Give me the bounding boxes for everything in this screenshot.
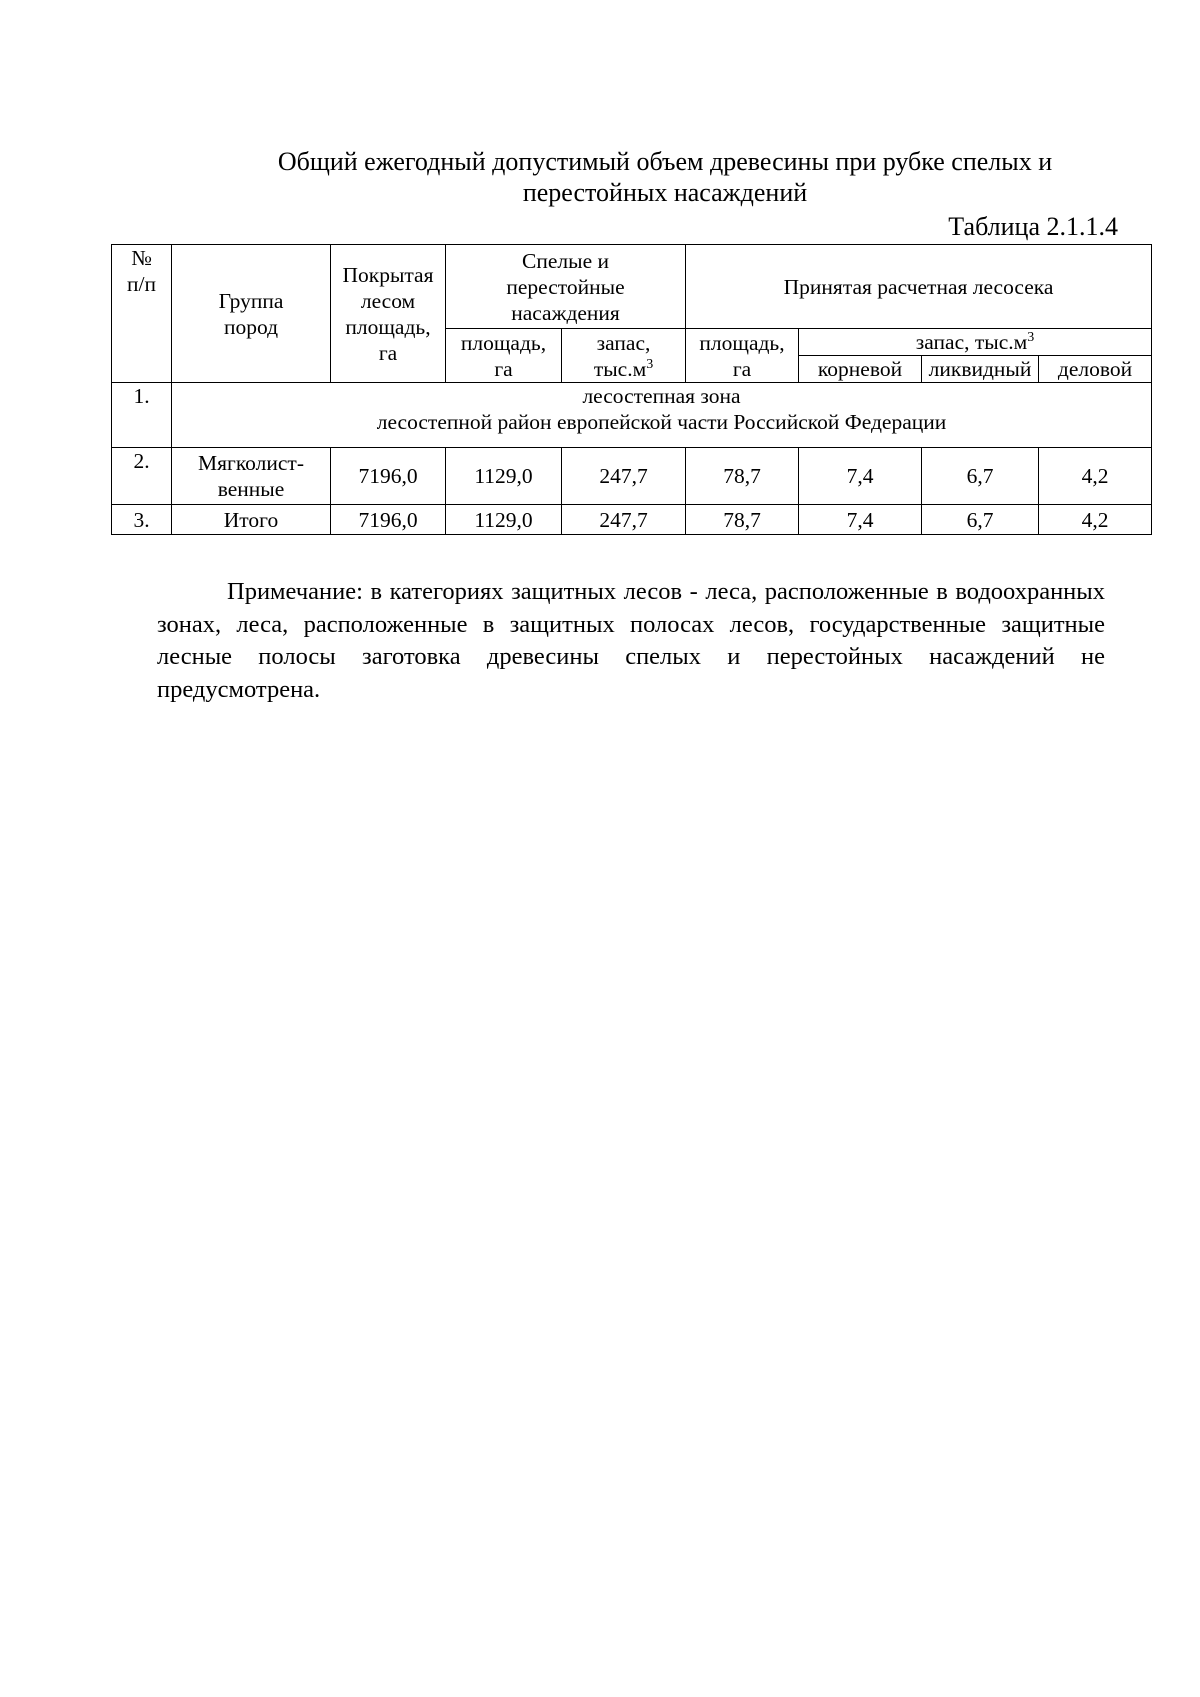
document-title [210, 146, 1120, 208]
title-line-1: Общий ежегодный допустимый объем древесины при рубке спелых и [277, 147, 1053, 176]
table-row-total [112, 505, 1152, 535]
header-mature-area: площадь, га [446, 329, 562, 383]
root-value: 7,4 [799, 448, 922, 505]
root-value: 7,4 [799, 505, 922, 535]
title-line-2: перестойных насаждений [522, 178, 808, 207]
note-paragraph [157, 576, 1105, 706]
header-accepted-stock: запас, $тыс.м^3$ [799, 329, 1152, 356]
zone-description: лесостепная зона лесостепной район европейской части Российской Федерации [172, 383, 1152, 448]
accepted-area-value: 78,7 [686, 505, 799, 535]
header-mature-stands: Спелые и перестойные насаждения [446, 245, 686, 329]
species-group: Итого [172, 505, 331, 535]
mature-stock-value: 247,7 [562, 448, 686, 505]
header-root: корневой [799, 356, 922, 383]
header-covered-area: Покрытая лесом площадь, га [331, 245, 446, 383]
header-business: деловой [1039, 356, 1152, 383]
species-group: Мягколист- венные [172, 448, 331, 505]
header-accepted-area: площадь, га [686, 329, 799, 383]
header-liquid: ликвидный [922, 356, 1039, 383]
row-number: 3. [112, 505, 172, 535]
business-value: 4,2 [1039, 505, 1152, 535]
header-number: № п/п [112, 245, 172, 383]
covered-area-value: 7196,0 [331, 448, 446, 505]
business-value: 4,2 [1039, 448, 1152, 505]
table-number: Таблица 2.1.1.4 [948, 212, 1118, 241]
header-accepted-cutting: Принятая расчетная лесосека [686, 245, 1152, 329]
row-number: 1. [112, 383, 172, 448]
mature-area-value: 1129,0 [446, 448, 562, 505]
timber-volume-table [111, 244, 1152, 535]
row-number: 2. [112, 448, 172, 505]
mature-area-value: 1129,0 [446, 505, 562, 535]
accepted-area-value: 78,7 [686, 448, 799, 505]
zone-row [112, 383, 1152, 448]
mature-stock-value: 247,7 [562, 505, 686, 535]
header-mature-stock: запас, $тыс.м^3$ [562, 329, 686, 383]
covered-area-value: 7196,0 [331, 505, 446, 535]
liquid-value: 6,7 [922, 448, 1039, 505]
header-species-group: Группа пород [172, 245, 331, 383]
note-text: Примечание: в категориях защитных лесов - леса, расположенные в водоохранных зонах, леса, расположенные в защитных полосах лесов, государственные защитные лесные полосы заготовка древесины спелых и перестойных насаждений не предусмотрена. [157, 578, 1105, 703]
table-row [112, 448, 1152, 505]
liquid-value: 6,7 [922, 505, 1039, 535]
